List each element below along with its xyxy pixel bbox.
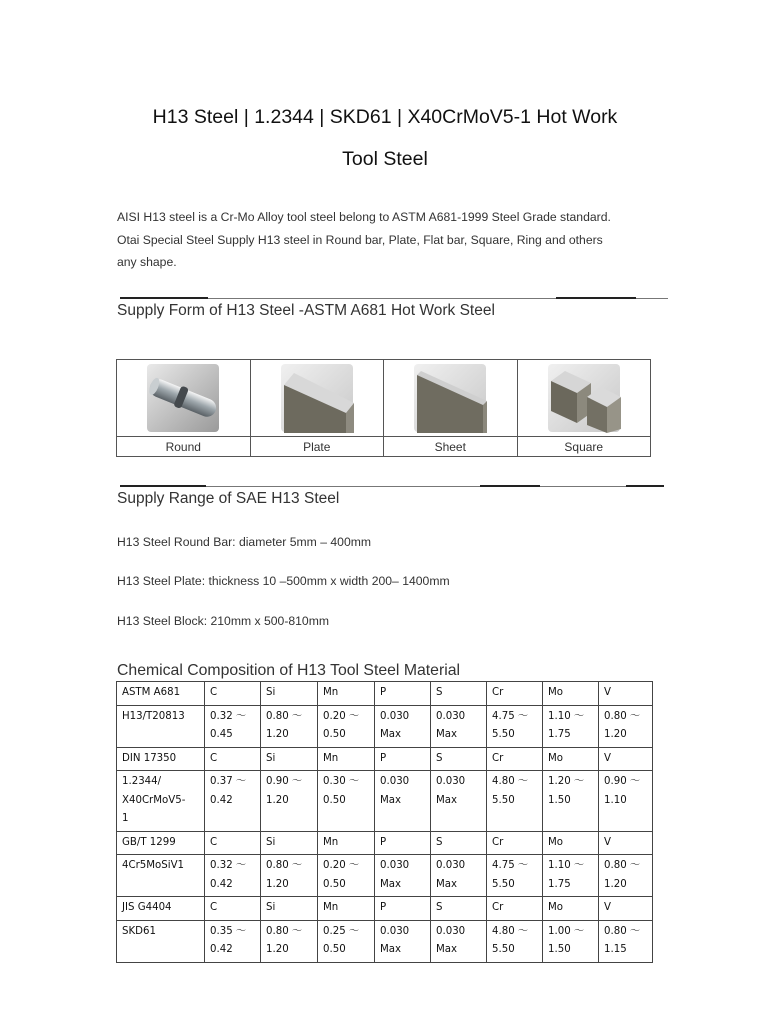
- value-cell: [487, 831, 543, 855]
- page-title: [100, 96, 670, 180]
- value-cell: [205, 705, 261, 747]
- value-cell: [431, 831, 487, 855]
- value-cell: [543, 831, 599, 855]
- value-cell: [431, 855, 487, 897]
- intro-line-2: Otai Special Steel Supply H13 steel in Round bar, Plate, Flat bar, Square, Ring and others: [117, 232, 603, 247]
- value-cell: [487, 855, 543, 897]
- section-divider-accent: [480, 485, 540, 487]
- intro-line-3: any shape.: [117, 255, 177, 269]
- cell-text: Mn: [323, 836, 339, 848]
- supply-form-label: Square: [517, 437, 651, 457]
- cell-text: 1.20: [266, 944, 289, 955]
- table-row: [117, 855, 653, 897]
- supply-form-label: Round: [117, 437, 251, 457]
- cell-text: P: [380, 902, 387, 913]
- cell-text: 0.030: [436, 925, 466, 937]
- value-cell: [261, 682, 318, 706]
- value-cell: [205, 747, 261, 771]
- cell-text: S: [436, 687, 443, 698]
- cell-text: 4Cr5MoSiV1: [122, 860, 185, 871]
- value-cell: [431, 771, 487, 832]
- cell-text: 1.50: [548, 944, 571, 955]
- value-cell: [599, 771, 653, 832]
- value-cell: [543, 705, 599, 747]
- supply-range-item: H13 Steel Plate: thickness 10 –500mm x width 200– 1400mm: [117, 574, 450, 588]
- cell-text: Max: [436, 878, 458, 890]
- grade-cell: [117, 831, 205, 855]
- value-cell: [599, 831, 653, 855]
- value-cell: [205, 771, 261, 832]
- grade-cell: [117, 771, 205, 832]
- cell-text: 4.75 ～: [492, 710, 529, 722]
- cell-text: 0.25 ～: [323, 925, 360, 937]
- cell-text: Si: [266, 687, 276, 698]
- cell-text: V: [604, 902, 611, 913]
- cell-text: V: [604, 752, 611, 764]
- section-divider-accent: [556, 297, 636, 299]
- cell-text: 0.50: [323, 944, 346, 955]
- cell-text: 0.42: [210, 944, 233, 955]
- cell-text: Max: [380, 794, 402, 806]
- table-header-row: [117, 897, 653, 921]
- supply-form-label: Plate: [250, 437, 384, 457]
- chemical-composition-table: [116, 681, 653, 963]
- value-cell: [599, 705, 653, 747]
- cell-text: Max: [380, 878, 402, 890]
- cell-text: DIN 17350: [122, 752, 177, 764]
- value-cell: [261, 747, 318, 771]
- cell-text: 0.030: [380, 710, 410, 722]
- grade-cell: [117, 682, 205, 706]
- cell-text: 0.030: [436, 710, 466, 722]
- cell-text: 0.030: [380, 776, 410, 787]
- cell-text: 0.80 ～: [604, 710, 641, 722]
- value-cell: [261, 771, 318, 832]
- supply-range-item: H13 Steel Block: 210mm x 500-810mm: [117, 614, 330, 628]
- grade-cell: [117, 920, 205, 962]
- cell-text: 0.42: [210, 794, 233, 806]
- cell-text: Max: [380, 729, 402, 740]
- cell-text: 0.50: [323, 794, 346, 806]
- value-cell: [543, 771, 599, 832]
- value-cell: [431, 747, 487, 771]
- cell-text: SKD61: [122, 925, 156, 937]
- cell-text: 1.75: [548, 878, 571, 890]
- cell-text: 0.20 ～: [323, 860, 360, 871]
- cell-text: Max: [380, 944, 402, 955]
- intro-line-1: AISI H13 steel is a Cr-Mo Alloy tool steel belong to ASTM A681-1999 Steel Grade standard.: [117, 210, 611, 224]
- cell-text: Mn: [323, 752, 339, 764]
- value-cell: [318, 747, 375, 771]
- cell-text: C: [210, 752, 218, 764]
- cell-text: 0.35 ～: [210, 925, 247, 937]
- cell-text: 0.030: [436, 860, 466, 871]
- value-cell: [261, 831, 318, 855]
- title-line-2: Tool Steel: [342, 148, 428, 170]
- cell-text: Cr: [492, 752, 504, 764]
- chemical-heading: Chemical Composition of H13 Tool Steel Material: [117, 662, 461, 679]
- value-cell: [318, 855, 375, 897]
- value-cell: [599, 897, 653, 921]
- cell-text: 4.80 ～: [492, 776, 529, 787]
- cell-text: Max: [436, 729, 458, 740]
- cell-text: 1.10 ～: [548, 860, 585, 871]
- value-cell: [205, 897, 261, 921]
- supply-range-item: H13 Steel Round Bar: diameter 5mm – 400mm: [117, 535, 372, 549]
- value-cell: [205, 855, 261, 897]
- cell-text: Mo: [548, 836, 564, 848]
- cell-text: 1.15: [604, 944, 627, 955]
- cell-text: Cr: [492, 902, 504, 913]
- cell-text: 0.42: [210, 878, 233, 890]
- cell-text: Si: [266, 836, 276, 848]
- cell-text: JIS G4404: [122, 902, 172, 913]
- cell-text: 0.030: [380, 860, 410, 871]
- cell-text: V: [604, 836, 611, 848]
- cell-text: 1.20: [266, 878, 289, 890]
- cell-text: H13/T20813: [122, 710, 185, 722]
- sheet-icon: [413, 363, 487, 433]
- value-cell: [543, 747, 599, 771]
- title-line-1: H13 Steel | 1.2344 | SKD61 | X40CrMoV5-1 Hot Work: [152, 106, 618, 128]
- value-cell: [487, 682, 543, 706]
- cell-text: 4.80 ～: [492, 925, 529, 937]
- cell-text: Mn: [323, 687, 339, 698]
- value-cell: [599, 855, 653, 897]
- value-cell: [543, 682, 599, 706]
- table-row: [117, 920, 653, 962]
- cell-text: 1.10 ～: [548, 710, 585, 722]
- cell-text: Mo: [548, 687, 564, 698]
- value-cell: [375, 920, 431, 962]
- table-header-row: [117, 682, 653, 706]
- value-cell: [375, 682, 431, 706]
- value-cell: [375, 831, 431, 855]
- value-cell: [599, 920, 653, 962]
- cell-text: 5.50: [492, 878, 515, 890]
- supply-form-cell-plate: [250, 360, 384, 437]
- grade-cell: [117, 897, 205, 921]
- value-cell: [599, 747, 653, 771]
- value-cell: [375, 747, 431, 771]
- cell-text: Si: [266, 902, 276, 913]
- table-header-row: [117, 831, 653, 855]
- cell-text: C: [210, 902, 218, 913]
- cell-text: 1.50: [548, 794, 571, 806]
- value-cell: [487, 705, 543, 747]
- value-cell: [318, 831, 375, 855]
- supply-form-cell-square: [517, 360, 651, 437]
- value-cell: [543, 897, 599, 921]
- cell-text: 0.20 ～: [323, 710, 360, 722]
- value-cell: [261, 855, 318, 897]
- value-cell: [318, 771, 375, 832]
- value-cell: [318, 682, 375, 706]
- value-cell: [205, 920, 261, 962]
- cell-text: Cr: [492, 836, 504, 848]
- cell-text: P: [380, 836, 387, 848]
- cell-text: 0.45: [210, 729, 233, 740]
- cell-text: 0.030: [436, 776, 466, 787]
- cell-text: 4.75 ～: [492, 860, 529, 871]
- section-divider-accent: [120, 297, 208, 299]
- cell-text: Cr: [492, 687, 504, 698]
- cell-text: Mo: [548, 902, 564, 913]
- value-cell: [261, 705, 318, 747]
- cell-text: 0.030: [380, 925, 410, 937]
- cell-text: 0.30 ～: [323, 776, 360, 787]
- value-cell: [261, 920, 318, 962]
- cell-text: Max: [436, 944, 458, 955]
- cell-text: S: [436, 752, 443, 764]
- cell-text: P: [380, 687, 387, 698]
- supply-range-heading: Supply Range of SAE H13 Steel: [117, 490, 340, 507]
- cell-text: Max: [436, 794, 458, 806]
- cell-text: 5.50: [492, 794, 515, 806]
- value-cell: [487, 897, 543, 921]
- supply-form-heading: Supply Form of H13 Steel -ASTM A681 Hot Work Steel: [117, 302, 495, 319]
- value-cell: [487, 920, 543, 962]
- cell-text: 0.90 ～: [266, 776, 303, 787]
- cell-text: GB/T 1299: [122, 836, 176, 848]
- cell-text: 1.75: [548, 729, 571, 740]
- cell-text: S: [436, 902, 443, 913]
- grade-cell: [117, 705, 205, 747]
- cell-text: 0.80 ～: [266, 925, 303, 937]
- cell-text: 1: [122, 813, 129, 824]
- cell-text: 0.80 ～: [604, 860, 641, 871]
- cell-text: 0.32 ～: [210, 710, 247, 722]
- cell-text: 1.10: [604, 794, 627, 806]
- value-cell: [487, 747, 543, 771]
- section-divider-accent: [120, 485, 206, 487]
- table-header-row: [117, 747, 653, 771]
- value-cell: [431, 705, 487, 747]
- cell-text: Si: [266, 752, 276, 764]
- value-cell: [375, 855, 431, 897]
- cell-text: 0.50: [323, 729, 346, 740]
- cell-text: 0.50: [323, 878, 346, 890]
- cell-text: 0.32 ～: [210, 860, 247, 871]
- table-row: [117, 771, 653, 832]
- cell-text: 1.20: [266, 729, 289, 740]
- cell-text: 1.20: [266, 794, 289, 806]
- cell-text: 1.00 ～: [548, 925, 585, 937]
- value-cell: [261, 897, 318, 921]
- cell-text: Mo: [548, 752, 564, 764]
- value-cell: [205, 682, 261, 706]
- value-cell: [375, 897, 431, 921]
- grade-cell: [117, 855, 205, 897]
- grade-cell: [117, 747, 205, 771]
- supply-form-cell-sheet: [384, 360, 518, 437]
- value-cell: [205, 831, 261, 855]
- value-cell: [318, 705, 375, 747]
- cell-text: 1.20: [604, 729, 627, 740]
- cell-text: X40CrMoV5-: [122, 794, 186, 806]
- value-cell: [375, 705, 431, 747]
- cell-text: 1.20: [604, 878, 627, 890]
- cell-text: 0.37 ～: [210, 776, 247, 787]
- supply-form-table: [116, 359, 651, 457]
- cell-text: Mn: [323, 902, 339, 913]
- section-divider-accent: [626, 485, 664, 487]
- cell-text: C: [210, 687, 218, 698]
- cell-text: 0.80 ～: [604, 925, 641, 937]
- cell-text: 0.80 ～: [266, 860, 303, 871]
- value-cell: [431, 920, 487, 962]
- cell-text: V: [604, 687, 611, 698]
- cell-text: 1.2344/: [122, 776, 162, 787]
- cell-text: 0.80 ～: [266, 710, 303, 722]
- value-cell: [318, 897, 375, 921]
- square-bar-icon: [547, 363, 621, 433]
- value-cell: [599, 682, 653, 706]
- value-cell: [375, 771, 431, 832]
- cell-text: P: [380, 752, 387, 764]
- cell-text: 5.50: [492, 729, 515, 740]
- value-cell: [318, 920, 375, 962]
- intro-paragraph: [117, 206, 657, 274]
- plate-icon: [280, 363, 354, 433]
- supply-form-cell-round: [117, 360, 251, 437]
- cell-text: 1.20 ～: [548, 776, 585, 787]
- cell-text: 5.50: [492, 944, 515, 955]
- value-cell: [431, 897, 487, 921]
- value-cell: [487, 771, 543, 832]
- supply-form-label: Sheet: [384, 437, 518, 457]
- table-row: [117, 705, 653, 747]
- value-cell: [543, 855, 599, 897]
- cell-text: C: [210, 836, 218, 848]
- cell-text: S: [436, 836, 443, 848]
- cell-text: ASTM A681: [122, 687, 181, 698]
- round-bar-icon: [146, 363, 220, 433]
- value-cell: [431, 682, 487, 706]
- value-cell: [543, 920, 599, 962]
- cell-text: 0.90 ～: [604, 776, 641, 787]
